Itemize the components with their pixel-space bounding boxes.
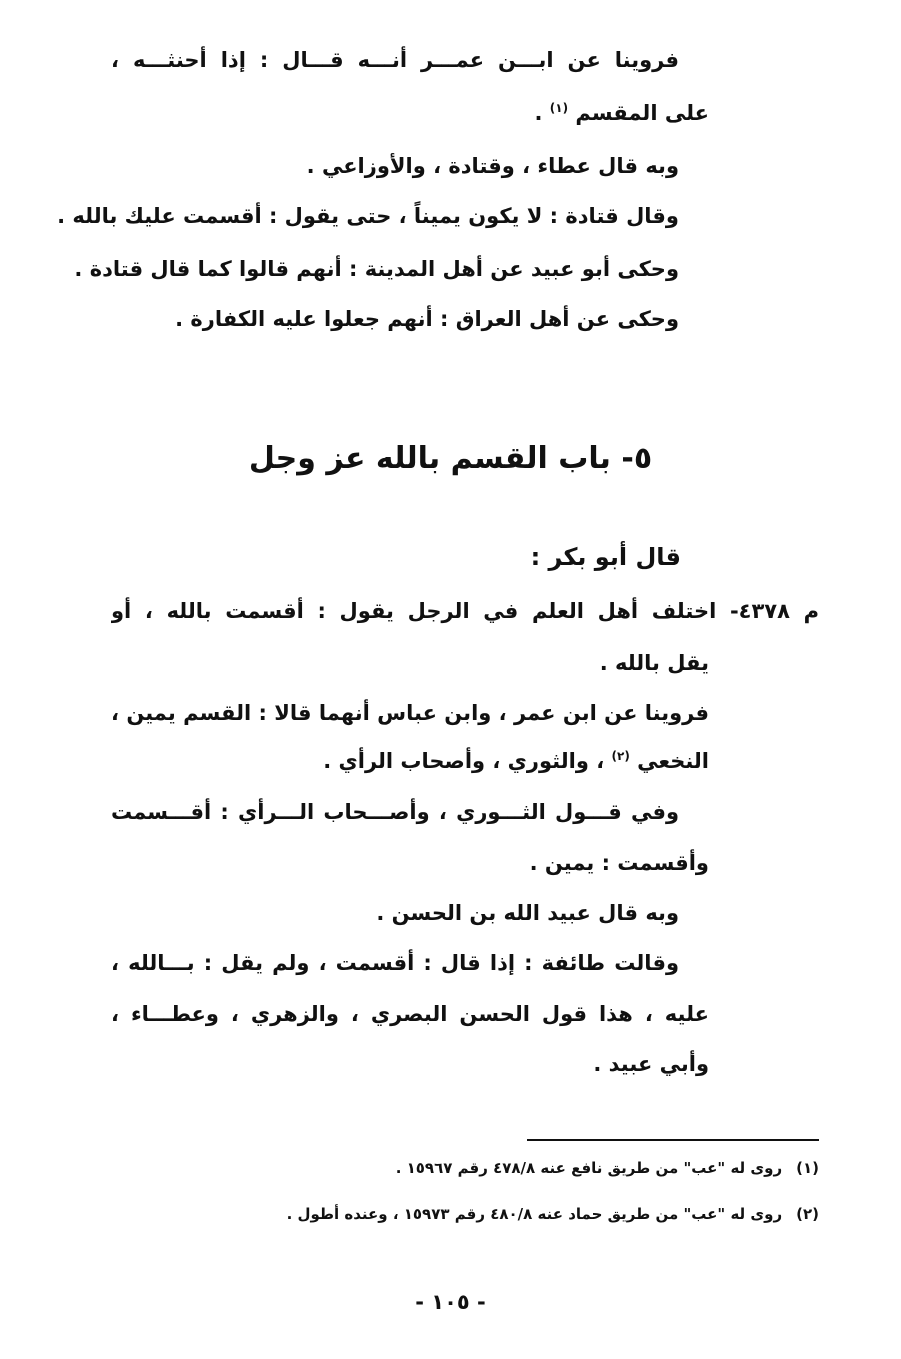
footnote-1	[396, 1157, 819, 1179]
footnote-marker-1: (١)	[549, 101, 569, 115]
section-line-9: عليه ، هذا قول الحسن البصري ، والزهري ، وعطـــاء ،	[111, 1002, 709, 1026]
body-line-3: وبه قال عطاء ، وقتادة ، والأوزاعي .	[306, 154, 679, 178]
section-line-7: وبه قال عبيد الله بن الحسن .	[376, 901, 679, 925]
section-line-4	[323, 746, 709, 776]
body-line-5: وحكى أبو عبيد عن أهل المدينة : أنهم قالوا كما قال قتادة .	[74, 257, 679, 281]
page-number: - ١٠٥ -	[415, 1290, 486, 1314]
body-line-2-end: .	[534, 101, 550, 125]
footnote-2-text: روى له "عب" من طريق حماد عنه ٤٨٠/٨ رقم ١٥٩٧٣ ، وعنده أطول .	[286, 1205, 783, 1223]
footnote-2	[287, 1203, 819, 1225]
section-line-4-end: ، والثوري ، وأصحاب الرأي .	[323, 749, 612, 773]
body-line-6: وحكى عن أهل العراق : أنهم جعلوا عليه الكفارة .	[175, 307, 679, 331]
body-line-2-text: على المقسم	[575, 101, 709, 125]
footnote-marker-2: (٢)	[611, 749, 630, 763]
chapter-heading: ٥- باب القسم بالله عز وجل	[248, 441, 653, 476]
section-line-3: فروينا عن ابن عمر ، وابن عباس أنهما قالا : القسم يمين ،	[111, 701, 709, 725]
section-line-10: وأبي عبيد .	[593, 1052, 709, 1076]
speaker-line: قال أبو بكر :	[530, 543, 681, 571]
section-line-6: وأقسمت : يمين .	[529, 851, 709, 875]
body-line-2	[535, 98, 710, 128]
footnote-separator	[527, 1139, 819, 1141]
footnote-2-number: (٢)	[796, 1205, 819, 1223]
section-line-4-text: النخعي	[637, 749, 709, 773]
footnote-1-number: (١)	[796, 1159, 819, 1177]
body-line-4: وقال قتادة : لا يكون يميناً ، حتى يقول : أقسمت عليك بالله .	[57, 204, 679, 228]
issue-line-2: يقل بالله .	[599, 651, 709, 675]
section-line-8: وقالت طائفة : إذا قال : أقسمت ، ولم يقل : بـــالله ،	[111, 951, 679, 975]
body-line-1: فروينا عن ابـــن عمـــر أنـــه قـــال : إذا أحنثـــه ،	[111, 48, 679, 72]
issue-line-1: م ٤٣٧٨- اختلف أهل العلم في الرجل يقول : أقسمت بالله ، أو	[111, 599, 819, 623]
footnote-1-text: روى له "عب" من طريق نافع عنه ٤٧٨/٨ رقم ١٥٩٦٧ .	[395, 1159, 783, 1177]
section-line-5: وفي قـــول الثـــوري ، وأصـــحاب الـــرأي : أقـــسمت	[111, 800, 679, 824]
